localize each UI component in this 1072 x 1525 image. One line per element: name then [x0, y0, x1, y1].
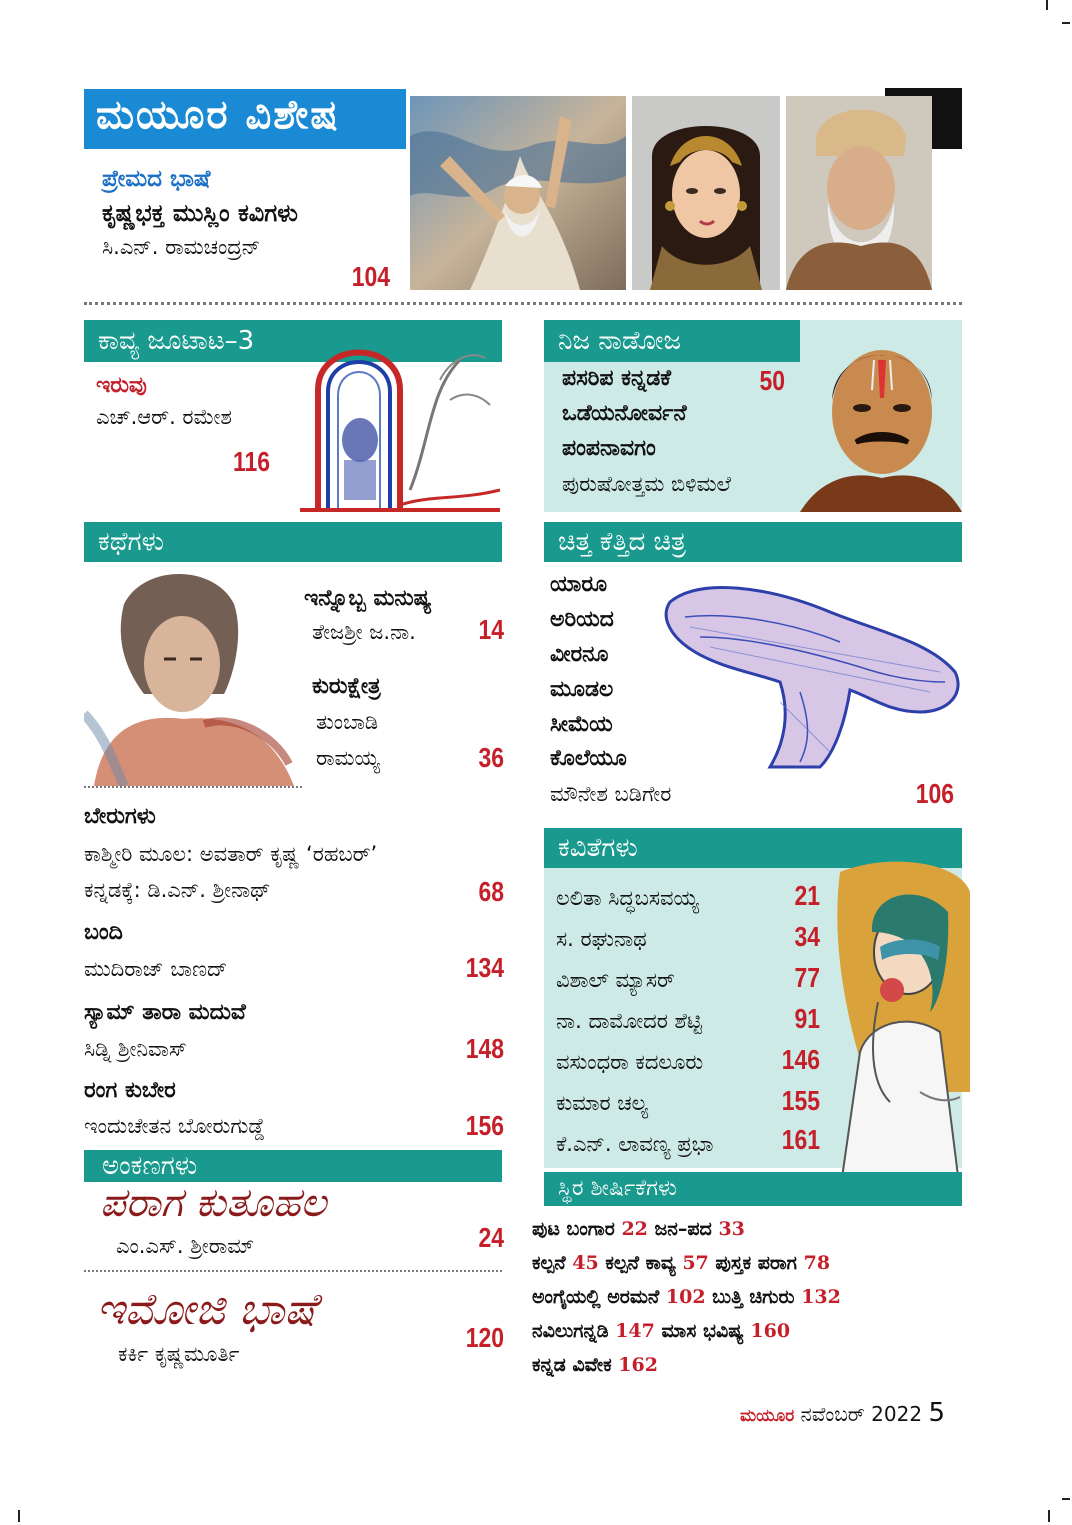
divider-top [84, 302, 962, 305]
footer-year: 2022 [871, 1402, 923, 1426]
nija-author: ಪುರುಷೋತ್ತಮ ಬಿಳಿಮಲೆ [562, 472, 731, 496]
other-2-author: ಸಿಡ್ನಿ ಶ್ರೀನಿವಾಸ್ [84, 1037, 187, 1061]
fixed-row-1 [532, 1218, 745, 1240]
chitra-line-5: ಸೀಮೆಯ [550, 712, 613, 737]
footer-page-number: 5 [928, 1398, 945, 1428]
poem-3-page: 77 [794, 962, 820, 993]
fixed-item-label: ಕನ್ನಡ ವಿವೇಕ [532, 1354, 612, 1376]
princess-portrait-illustration [632, 96, 780, 290]
fixed-row-2 [532, 1252, 830, 1274]
nija-header: ನಿಜ ನಾಡೋಜ [544, 320, 962, 362]
poem-1-name: ಲಲಿತಾ ಸಿದ್ಧಬಸವಯ್ಯ [556, 886, 699, 910]
poem-7-page: 161 [781, 1124, 820, 1155]
chitra-line-2: ಅರಿಯದ [550, 607, 614, 632]
stories-image-divider [84, 786, 302, 788]
chitra-line-6: ಕೊಲೆಯೂ [550, 746, 627, 771]
fixed-item-label: ಕಲ್ಪನೆ ಕಾವ್ಯ [605, 1252, 676, 1274]
special-title: ಕೃಷ್ಣಭಕ್ತ ಮುಸ್ಲಿಂ ಕವಿಗಳು [102, 199, 298, 227]
footer-line [740, 1398, 945, 1428]
story-1-title: ಇನ್ನೊಬ್ಬ ಮನುಷ್ಯ [304, 586, 432, 611]
fixed-item-page: 147 [615, 1320, 655, 1342]
footer-month: ನವೆಂಬರ್ [800, 1402, 865, 1426]
special-header: ಮಯೂರ ವಿಶೇಷ [96, 92, 340, 138]
fixed-item-page: 22 [621, 1218, 648, 1240]
story-2-title: ಕುರುಕ್ಷೇತ್ರ [312, 674, 381, 699]
columns-header: ಅಂಕಣಗಳು [84, 1150, 502, 1182]
fixed-item-label: ಕಲ್ಪನೆ [532, 1252, 566, 1274]
fixed-item-label: ಅಂಗೈಯಲ್ಲಿ ಅರಮನೆ [532, 1286, 660, 1308]
poem-7-name: ಕೆ.ಎನ್. ಲಾವಣ್ಯ ಪ್ರಭಾ [556, 1132, 714, 1156]
kavya-title: ಇರುವು [96, 373, 147, 398]
crop-mark-right [1062, 22, 1070, 24]
crop-mark-bottom-left [18, 1510, 20, 1522]
columns-divider [84, 1270, 502, 1272]
kavya-author: ಎಚ್.ಆರ್. ರಮೇಶ [96, 405, 232, 429]
poem-6-page: 155 [781, 1085, 820, 1116]
chitra-page: 106 [915, 778, 954, 809]
crop-mark-top-right [1046, 0, 1048, 10]
story-2-author-1: ತುಂಬಾಡಿ [316, 710, 379, 734]
roots-line-1: ಕಾಶ್ಮೀರಿ ಮೂಲ: ಅವತಾರ್ ಕೃಷ್ಣ ‘ರಹಬರ್’ [84, 842, 378, 866]
fixed-row-4 [532, 1320, 790, 1342]
fixed-item-label: ಪುಸ್ತಕ ಪರಾಗ [715, 1252, 797, 1274]
woman-with-flower-illustration [800, 852, 970, 1192]
chitra-header: ಚಿತ್ತ ಕೆತ್ತಿದ ಚಿತ್ರ [544, 522, 962, 562]
column-2-title: ಇಮೋಜಿ ಭಾಷೆ [96, 1284, 317, 1335]
fixed-item-page: 57 [682, 1252, 709, 1274]
fixed-item-page: 162 [618, 1354, 658, 1376]
other-3-author: ಇಂದುಚೇತನ ಬೋರುಗುಡ್ಡೆ [84, 1114, 265, 1138]
special-subtitle: ಪ್ರೇಮದ ಭಾಷೆ [102, 166, 211, 192]
kavya-page: 116 [232, 446, 270, 477]
nija-line-1: ಪಸರಿಪ ಕನ್ನಡಕೆ [562, 366, 672, 391]
fixed-item-label: ಪುಟ ಬಂಗಾರ [532, 1218, 615, 1240]
nija-page: 50 [759, 365, 785, 396]
roots-line-2: ಕನ್ನಡಕ್ಕೆ: ಡಿ.ಎನ್. ಶ್ರೀನಾಥ್ [84, 878, 271, 902]
crop-mark-right-lower [1062, 1498, 1070, 1500]
fixed-row-3 [532, 1286, 841, 1308]
fixed-item-page: 132 [801, 1286, 841, 1308]
sufi-saint-illustration [410, 96, 626, 290]
column-1-title: ಪರಾಗ ಕುತೂಹಲ [100, 1180, 327, 1226]
other-1-author: ಮುದಿರಾಜ್ ಬಾಣದ್ [84, 957, 228, 981]
poem-5-page: 146 [781, 1044, 820, 1075]
other-2-page: 148 [465, 1033, 504, 1064]
fixed-header: ಸ್ಥಿರ ಶೀರ್ಷಿಕೆಗಳು [544, 1172, 962, 1206]
column-2-author: ಕರ್ಕಿ ಕೃಷ್ಣಮೂರ್ತಿ [118, 1342, 240, 1366]
poems-header: ಕವಿತೆಗಳು [544, 828, 962, 868]
fixed-item-page: 78 [803, 1252, 831, 1274]
serpent-sketch-illustration [660, 572, 966, 772]
column-1-author: ಎಂ.ಎಸ್. ಶ್ರೀರಾಮ್ [116, 1234, 255, 1258]
arch-sketch-illustration [280, 320, 504, 514]
special-page: 104 [351, 261, 390, 292]
poem-4-page: 91 [794, 1003, 820, 1034]
fixed-item-label: ಬುತ್ತಿ ಚಿಗುರು [712, 1286, 795, 1308]
story-1-page: 14 [478, 614, 504, 645]
fixed-item-page: 33 [718, 1218, 745, 1240]
fixed-item-page: 45 [572, 1252, 599, 1274]
column-1-page: 24 [478, 1222, 504, 1253]
poem-6-name: ಕುಮಾರ ಚಲ್ಯ [556, 1091, 649, 1115]
poem-2-name: ಸ. ರಘುನಾಥ [556, 927, 647, 951]
story-2-page: 36 [478, 742, 504, 773]
fixed-item-label: ಜನ–ಪದ [654, 1218, 712, 1240]
kavya-header: ಕಾವ್ಯ ಜೂಟಾಟ–3 [84, 320, 502, 362]
story-1-author: ತೇಜಶ್ರೀ ಜ.ನಾ. [312, 620, 416, 644]
poem-2-page: 34 [794, 921, 820, 952]
poem-5-name: ವಸುಂಧರಾ ಕದಲೂರು [556, 1050, 704, 1074]
chitra-author: ಮೌನೇಶ ಬಡಿಗೇರ [550, 782, 672, 806]
poem-1-page: 21 [794, 880, 820, 911]
other-1-page: 134 [465, 952, 504, 983]
fixed-row-5 [532, 1354, 658, 1376]
fixed-item-label: ನವಿಲುಗನ್ನಡಿ [532, 1320, 609, 1342]
roots-page: 68 [478, 876, 504, 907]
other-2-title: ಸ್ಯಾಮ್ ತಾರಾ ಮದುವೆ [84, 1000, 246, 1025]
pampa-portrait-illustration [800, 320, 962, 512]
special-author: ಸಿ.ಎನ್. ರಾಮಚಂದ್ರನ್ [102, 235, 261, 259]
chitra-line-3: ವೀರನೂ [550, 642, 609, 667]
story-2-author-2: ರಾಮಯ್ಯ [316, 746, 380, 770]
nija-line-2: ಒಡೆಯನೋರ್ವನೆ [562, 401, 687, 426]
poem-4-name: ನಾ. ದಾಮೋದರ ಶೆಟ್ಟಿ [556, 1009, 703, 1033]
nija-line-3: ಪಂಪನಾವಗಂ [562, 436, 656, 461]
other-3-title: ರಂಗ ಕುಬೇರ [84, 1078, 176, 1103]
poem-3-name: ವಿಶಾಲ್ ಮ್ಯಾಸರ್ [556, 968, 675, 992]
fixed-item-page: 102 [665, 1286, 706, 1308]
chitra-line-1: ಯಾರೂ [550, 572, 608, 597]
crop-mark-bottom-right [1048, 1510, 1050, 1522]
column-2-page: 120 [465, 1322, 504, 1353]
man-watercolor-illustration [84, 564, 304, 786]
other-3-page: 156 [465, 1110, 504, 1141]
chitra-line-4: ಮೂಡಲ [550, 677, 614, 702]
fixed-item-page: 160 [750, 1320, 791, 1342]
stories-header: ಕಥೆಗಳು [84, 522, 502, 562]
other-1-title: ಬಂದಿ [84, 920, 123, 945]
footer-brand: ಮಯೂರ [740, 1406, 795, 1426]
poet-portrait-illustration [786, 96, 932, 290]
fixed-item-label: ಮಾಸ ಭವಿಷ್ಯ [661, 1320, 744, 1342]
roots-header: ಬೇರುಗಳು [84, 804, 156, 829]
